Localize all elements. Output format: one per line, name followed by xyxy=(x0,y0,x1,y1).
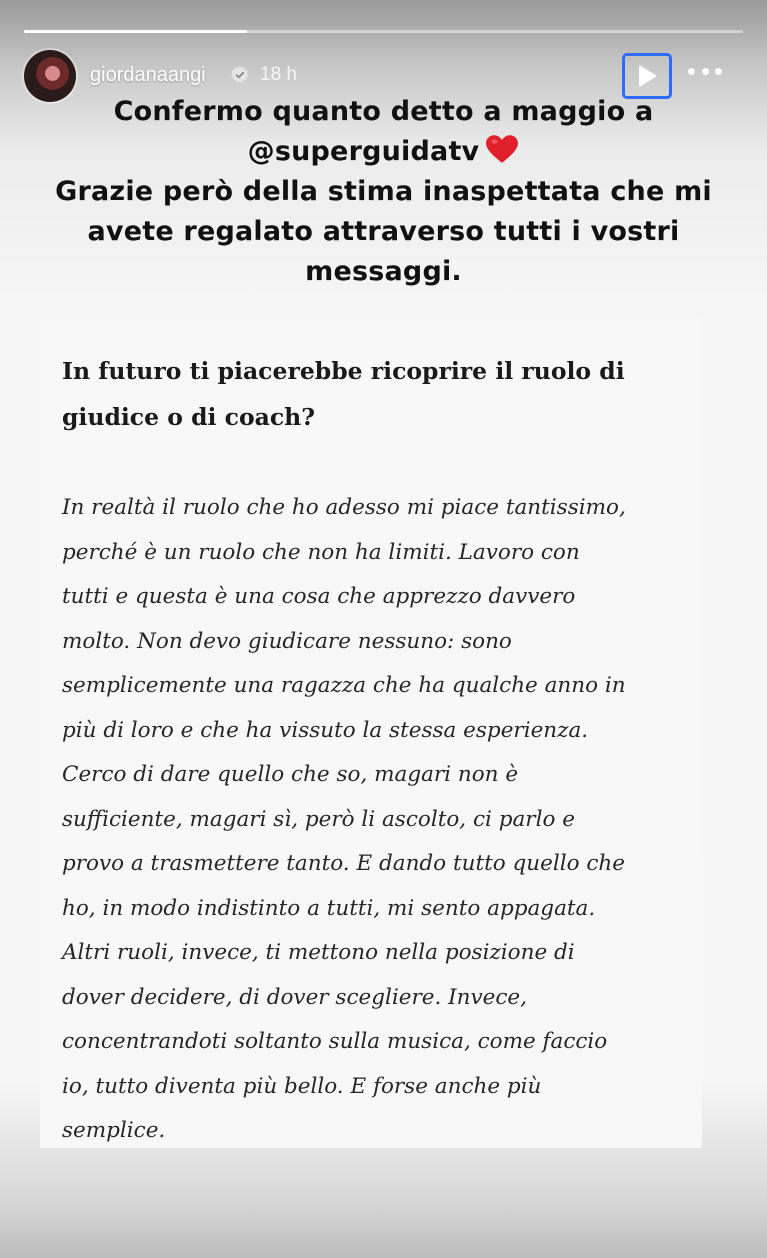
story-timestamp: 18 h xyxy=(260,64,297,85)
question-line: In futuro ti piacerebbe ricoprire il ruolo di xyxy=(62,357,625,385)
play-icon xyxy=(636,64,658,88)
story-caption xyxy=(40,92,727,292)
answer-line: tutti e questa è una cosa che apprezzo davvero xyxy=(62,584,576,609)
answer-line: sufficiente, magari sì, però li ascolto, ci parlo e xyxy=(62,806,575,832)
answer-line: provo a trasmettere tanto. E dando tutto quello che xyxy=(62,851,625,876)
verified-badge-icon xyxy=(230,65,250,85)
answer-line: semplice. xyxy=(62,1118,166,1143)
interview-question xyxy=(62,348,682,440)
answer-line: In realtà il ruolo che ho adesso mi piace tantissimo, xyxy=(62,495,626,520)
answer-line: semplicemente una ragazza che ha qualche anno in xyxy=(62,673,626,698)
answer-line: più di loro e che ha vissuto la stessa esperienza. xyxy=(62,717,589,743)
question-line: giudice o di coach? xyxy=(62,403,316,431)
story-progress-bar xyxy=(24,30,743,33)
answer-line: Cerco di dare quello che so, magari non è xyxy=(62,762,519,787)
interview-answer xyxy=(62,486,687,1154)
answer-line: concentrandoti soltanto sulla musica, come faccio xyxy=(62,1029,608,1054)
article-screenshot xyxy=(40,318,702,1148)
answer-line: Altri ruoli, invece, ti mettono nella posizione di xyxy=(62,940,575,965)
caption-line-2 xyxy=(40,132,727,172)
caption-line-3: Grazie però della stima inaspettata che mi xyxy=(55,176,712,207)
answer-line: molto. Non devo giudicare nessuno: sono xyxy=(62,628,512,654)
caption-line-5: messaggi. xyxy=(305,256,462,287)
story-progress-fill xyxy=(24,30,247,33)
answer-line: dover decidere, di dover scegliere. Invece, xyxy=(62,984,527,1010)
mention-link[interactable]: @superguidatv xyxy=(247,136,480,167)
red-heart-emoji xyxy=(485,134,519,164)
answer-line: io, tutto diventa più bello. E forse anche più xyxy=(62,1073,542,1099)
caption-line-4: avete regalato attraverso tutti i vostri xyxy=(87,216,680,247)
username[interactable]: giordanaangi xyxy=(90,64,206,86)
caption-line-1: Confermo quanto detto a maggio a xyxy=(113,96,654,127)
answer-line: ho, in modo indistinto a tutti, mi sento appagata. xyxy=(62,895,596,921)
more-options-icon[interactable] xyxy=(688,63,722,79)
answer-line: perché è un ruolo che non ha limiti. Lavoro con xyxy=(62,539,580,565)
